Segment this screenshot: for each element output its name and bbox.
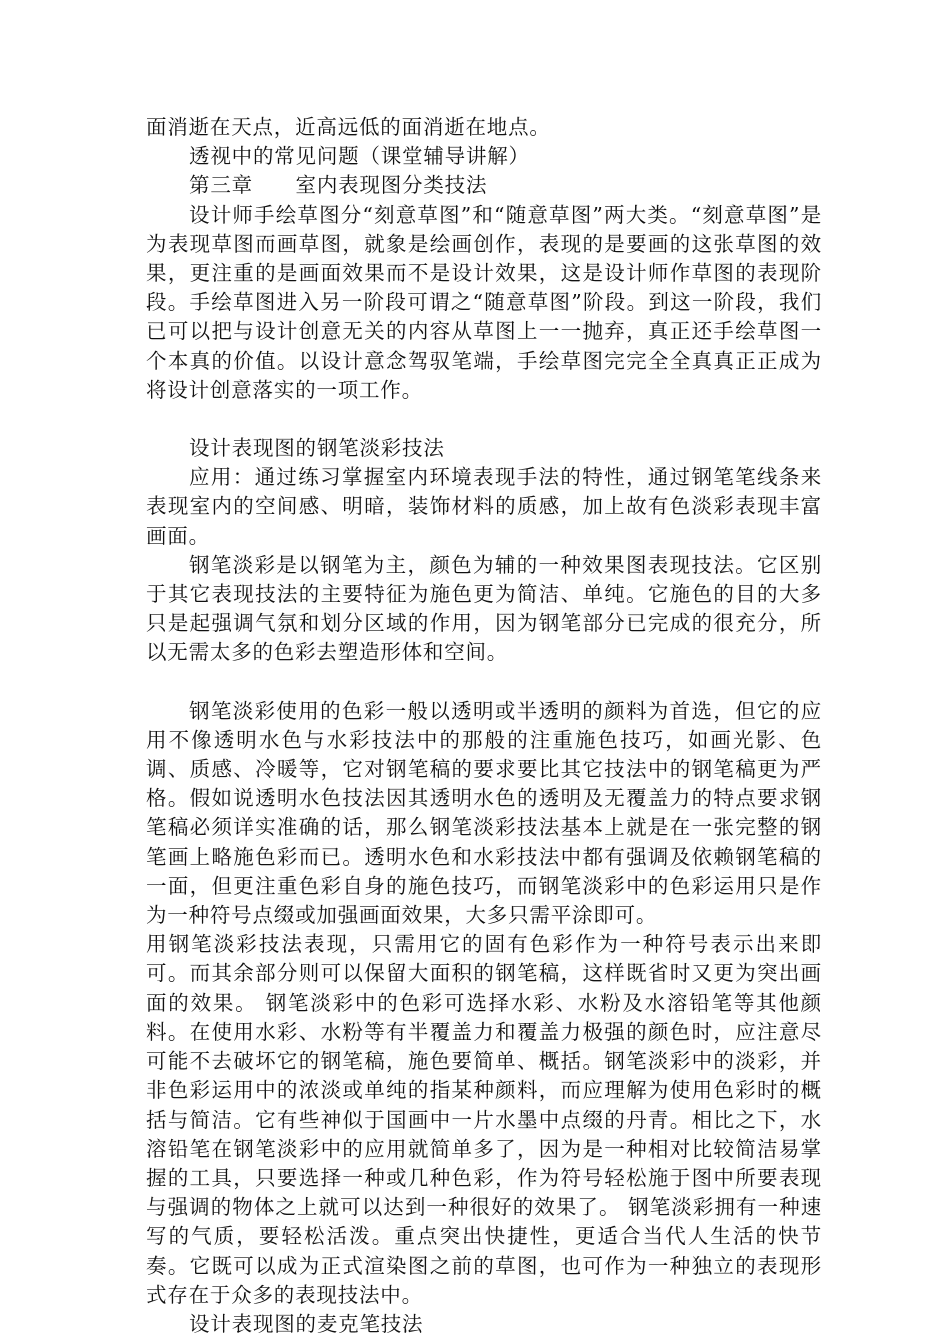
section-heading: 设计表现图的钢笔淡彩技法 (189, 436, 445, 461)
section-heading: 透视中的常见问题（课堂辅导讲解） (189, 144, 530, 169)
chapter-heading: 第三章 室内表现图分类技法 (189, 173, 488, 198)
paragraph: 钢笔淡彩使用的色彩一般以透明或半透明的颜料为首选，但它的应用不像透明水色与水彩技法中的那般的注重施色技巧，如画光影、色调、质感、冷暖等，它对钢笔稿的要求要比其它技法中的钢笔稿更为严格。假如说透明水色技法因其透明水色的透明及无覆盖力的特点要求钢笔稿必须详实准确的话，那么钢笔淡彩技法基本上就是在一张完整的钢笔画上略施色彩而已。透明水色和水彩技法中都有强调及依赖钢笔稿的一面，但更注重色彩自身的施色技巧，而钢笔淡彩中的色彩运用只是作为一种符号点缀或加强画面效果，大多只需平涂即可。 (146, 698, 822, 928)
paragraph-gap (146, 668, 822, 697)
body-text (146, 113, 822, 1339)
paragraph-gap (146, 405, 822, 434)
paragraph: 用钢笔淡彩技法表现，只需用它的固有色彩作为一种符号表示出来即可。而其余部分则可以保留大面积的钢笔稿，这样既省时又更为突出画面的效果。 钢笔淡彩中的色彩可选择水彩、水粉及水溶铅笔等其他颜料。在使用水彩、水粉等有半覆盖力和覆盖力极强的颜色时，应注意尽可能不去破坏它的钢笔稿，施色要简单、概括。钢笔淡彩中的淡彩，并非色彩运用中的浓淡或单纯的指某种颜料，而应理解为使用色彩时的概括与简洁。它有些神似于国画中一片水墨中点缀的丹青。相比之下，水溶铅笔在钢笔淡彩中的应用就简单多了，因为是一种相对比较简洁易掌握的工具，只要选择一种或几种色彩，作为符号轻松施于图中所要表现与强调的物体之上就可以达到一种很好的效果了。 钢笔淡彩拥有一种速写的气质，要轻松活泼。重点突出快捷性，更适合当代人生活的快节奏。它既可以成为正式渲染图之前的草图，也可作为一种独立的表现形式存在于众多的表现技法中。 (146, 932, 822, 1307)
section-heading: 设计表现图的麦克笔技法 (189, 1311, 424, 1336)
paragraph: 面消逝在天点，近高远低的面消逝在地点。 (146, 115, 551, 139)
paragraph: 设计师手绘草图分“刻意草图”和“随意草图”两大类。“刻意草图”是为表现草图而画草图，就象是绘画创作，表现的是要画的这张草图的效果，更注重的是画面效果而不是设计效果，这是设计师作草图的表现阶段。手绘草图进入另一阶段可谓之“随意草图”阶段。到这一阶段，我们已可以把与设计创意无关的内容从草图上一一抛弃，真正还手绘草图一个本真的价值。以设计意念驾驭笔端，手绘草图完完全全真真正正成为将设计创意落实的一项工作。 (146, 202, 822, 402)
paragraph: 钢笔淡彩是以钢笔为主，颜色为辅的一种效果图表现技法。它区别于其它表现技法的主要特征为施色更为简洁、单纯。它施色的目的大多只是起强调气氛和划分区域的作用，因为钢笔部分已完成的很充分，所以无需太多的色彩去塑造形体和空间。 (146, 552, 822, 665)
paragraph: 应用：通过练习掌握室内环境表现手法的特性，通过钢笔笔线条来表现室内的空间感、明暗，装饰材料的质感，加上故有色淡彩表现丰富画面。 (146, 465, 822, 548)
